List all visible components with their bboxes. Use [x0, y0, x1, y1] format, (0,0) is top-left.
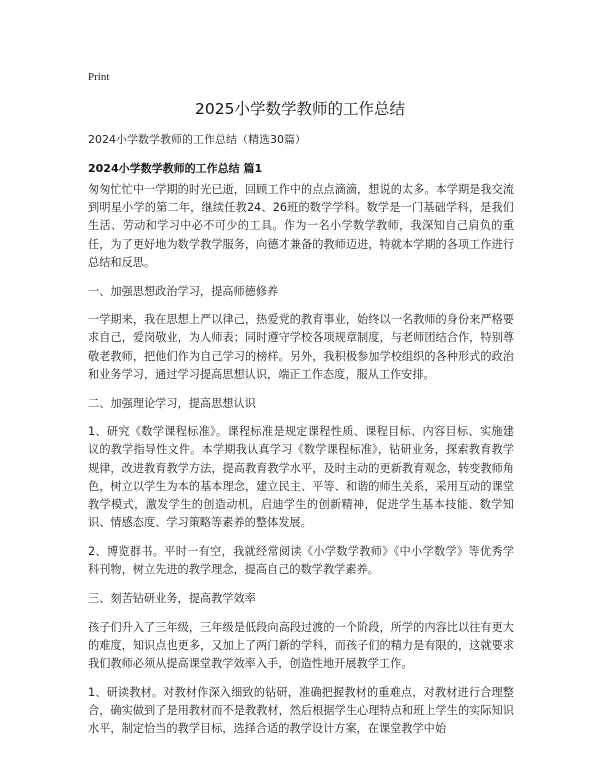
- section-heading: 二、加强理论学习，提高思想认识: [88, 396, 256, 410]
- print-label: Print: [88, 71, 110, 83]
- document-subtitle: 2024小学数学教师的工作总结（精选30篇）: [88, 133, 306, 146]
- paragraph: 2、博览群书。平时一有空，我就经常阅读《小学数学教师》《中小学数学》等优秀学科刊物，树立先进的教学理念，提高自己的数学教学素养。: [88, 544, 514, 577]
- article-body: [88, 181, 514, 749]
- section-heading: 一、加强思想政治学习，提高师德修养: [88, 284, 279, 298]
- paragraph: 一学期来，我在思想上严以律己，热爱党的教育事业，始终以一名教师的身份来严格要求自己，爱岗敬业，为人师表；同时遵守学校各项规章制度，与老师团结合作，特别尊敬老教师，把他们作为自己学习的榜样。另外，我积极参加学校组织的各种形式的政治和业务学习，通过学习提高思想认识，端正工作态度，服从工作安排。: [88, 313, 514, 381]
- document-title: 2025小学数学教师的工作总结: [195, 100, 405, 118]
- section-heading: 三、刻苦钻研业务，提高教学效率: [88, 591, 256, 605]
- paragraph: 1、研究《数学课程标准》。课程标准是规定课程性质、课程目标、内容目标、实施建议的教学指导性文件。本学期我认真学习《数学课程标准》，钻研业务，探索教育教学规律，改进教育教学方法，提高教育教学水平，及时主动的更新教育观念，转变教师角色，树立以学生为本的基本理念，建立民主、平等、和谐的师生关系，采用互动的课堂教学模式，激发学生的创造动机，启迪学生的创新精神，促进学生基本技能、数学知识、情感态度、学习策略等素养的整体发展。: [88, 425, 514, 530]
- section-title: 2024小学数学教师的工作总结 篇1: [88, 162, 263, 175]
- paragraph: 孩子们升入了三年级，三年级是低段向高段过渡的一个阶段，所学的内容比以往有更大的难度，知识点也更多，又加上了两门新的学科，而孩子们的精力是有限的，这就要求我们教师必须从提高课堂教学效率入手，创造性地开展教学工作。: [88, 620, 514, 670]
- paragraph: 1、研读教材。对教材作深入细致的钻研，准确把握教材的重难点，对教材进行合理整合，确实做到了是用教材而不是教教材，然后根据学生心理特点和班上学生的实际知识水平，制定恰当的教学目标，选择合适的教学设计方案，在课堂教学中始: [88, 685, 514, 736]
- paragraph: 匆匆忙忙中一学期的时光已逝，回顾工作中的点点滴滴，想说的太多。本学期是我交流到明星小学的第二年，继续任教24、26班的数学学科。数学是一门基础学科，是我们生活、劳动和学习中必不可少的工具。作为一名小学数学教师，我深知自己肩负的重任，为了更好地为数学教学服务，向德才兼备的教师迈进，特就本学期的各项工作进行总结和反思。: [88, 183, 514, 269]
